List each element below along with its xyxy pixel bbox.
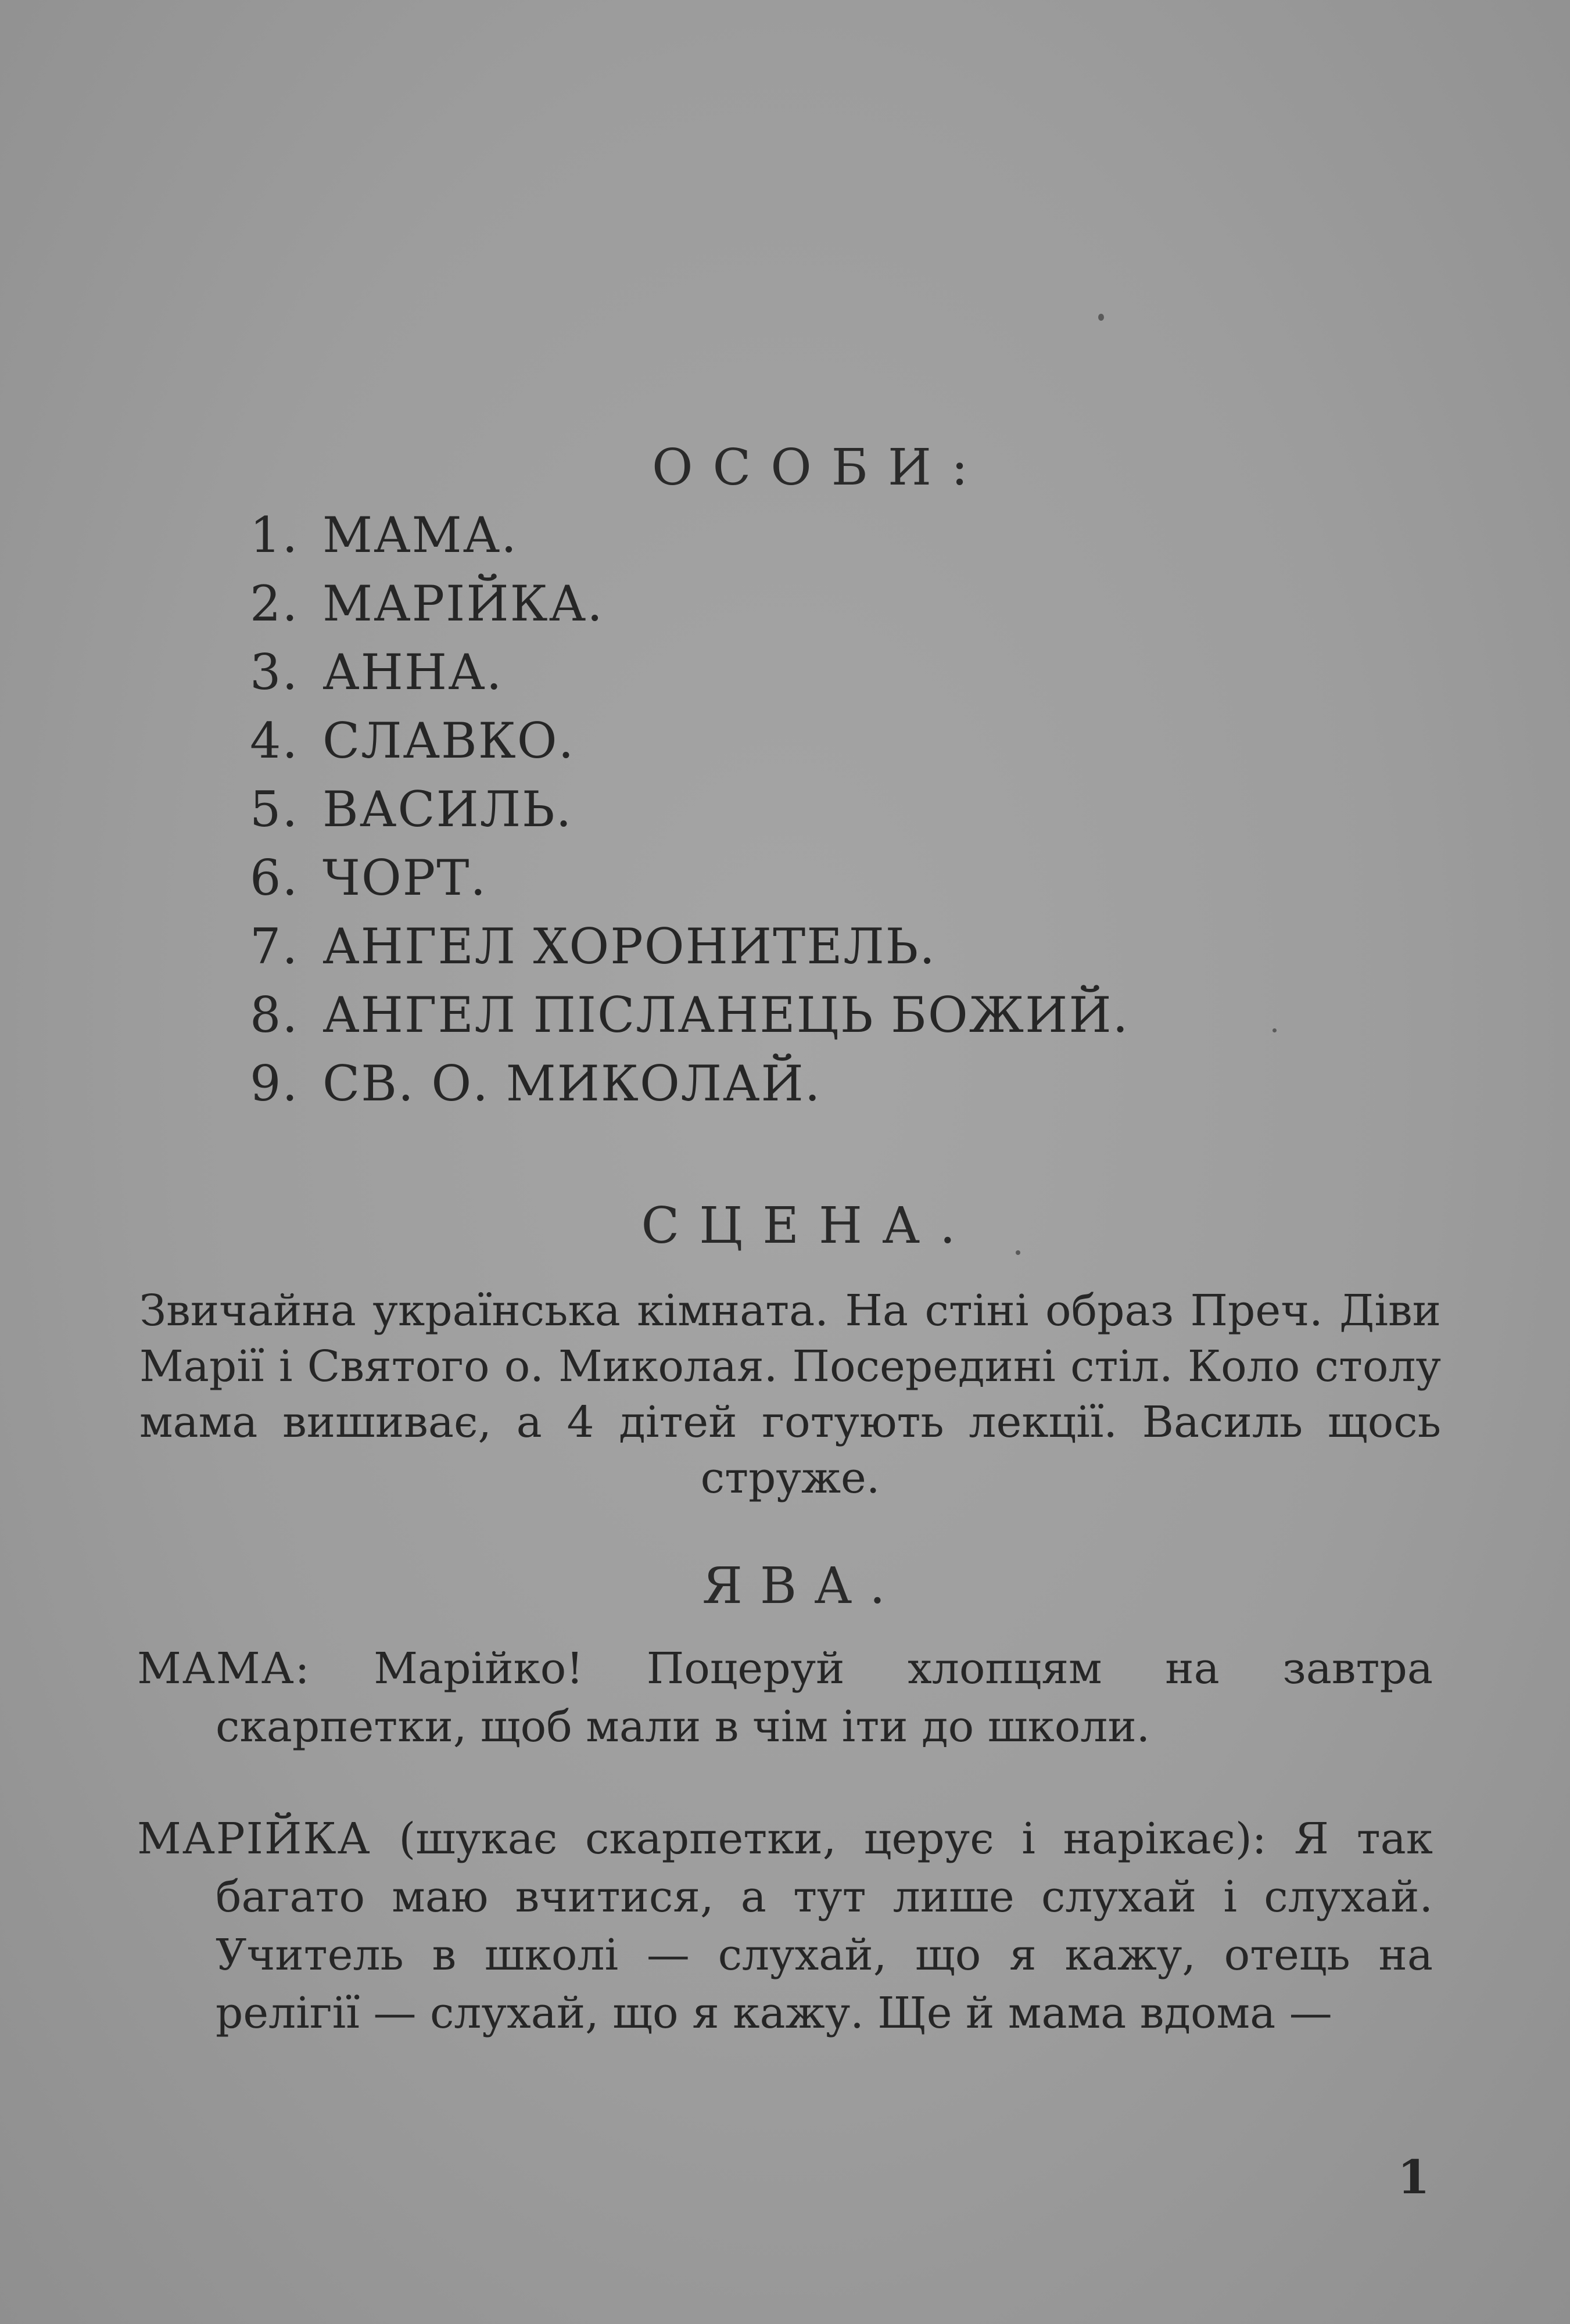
- act-heading: ЯВА.: [702, 1557, 903, 1615]
- cast-name: МАРІЙКА.: [322, 575, 604, 632]
- print-speck: [1098, 314, 1104, 321]
- cast-name: СЛАВКО.: [322, 712, 575, 769]
- scene-heading: СЦЕНА.: [641, 1197, 976, 1255]
- cast-name: МАМА.: [322, 507, 518, 564]
- cast-item: 3. АННА.: [250, 644, 503, 701]
- cast-list: [250, 501, 1129, 1118]
- speaker-name: МАМА:: [137, 1644, 311, 1694]
- cast-name: АНГЕЛ ХОРОНИТЕЛЬ.: [322, 918, 936, 975]
- scene-description: Звичайна українська кімната. На стіні образ Преч. Діви Марії і Святого о. Миколая. Посередині стіл. Коло столу мама вишиває, а 4 дітей готують лекції. Василь щось струже.: [139, 1286, 1441, 1503]
- cast-name: АННА.: [322, 644, 503, 701]
- cast-item: 1. МАМА.: [250, 507, 518, 564]
- speech-block: [137, 1640, 1433, 1756]
- cast-item: 5. ВАСИЛЬ.: [250, 781, 573, 838]
- cast-item: 4. СЛАВКО.: [250, 712, 575, 769]
- print-speck: [1273, 1028, 1277, 1032]
- speech-text: (шукає скарпетки, церує і нарікає): Я так багато маю вчитися, а тут лише слухай і слухай. Учитель в школі — слухай, що я кажу, отець на релігії — слухай, що я кажу. Ще й мама вдома —: [216, 1814, 1433, 2038]
- speech-text: Марійко! Поцеруй хлопцям на завтра скарпетки, щоб мали в чім іти до школи.: [216, 1644, 1433, 1752]
- cast-heading: ОСОБИ:: [652, 439, 988, 497]
- cast-item: 2. МАРІЙКА.: [250, 575, 604, 632]
- cast-name: ЧОРТ.: [322, 849, 488, 906]
- speech-block: [137, 1810, 1433, 2042]
- page-number: 1: [1397, 2150, 1430, 2204]
- cast-item: 7. АНГЕЛ ХОРОНИТЕЛЬ.: [250, 918, 936, 975]
- cast-item: 9. СВ. О. МИКОЛАЙ.: [250, 1055, 822, 1112]
- cast-name: АНГЕЛ ПІСЛАНЕЦЬ БОЖИЙ.: [322, 987, 1130, 1043]
- cast-item: 6. ЧОРТ.: [250, 849, 488, 906]
- cast-name: СВ. О. МИКОЛАЙ.: [322, 1055, 822, 1112]
- cast-item: 8. АНГЕЛ ПІСЛАНЕЦЬ БОЖИЙ.: [250, 987, 1130, 1043]
- cast-name: ВАСИЛЬ.: [322, 781, 573, 838]
- speaker-name: МАРІЙКА: [137, 1814, 371, 1864]
